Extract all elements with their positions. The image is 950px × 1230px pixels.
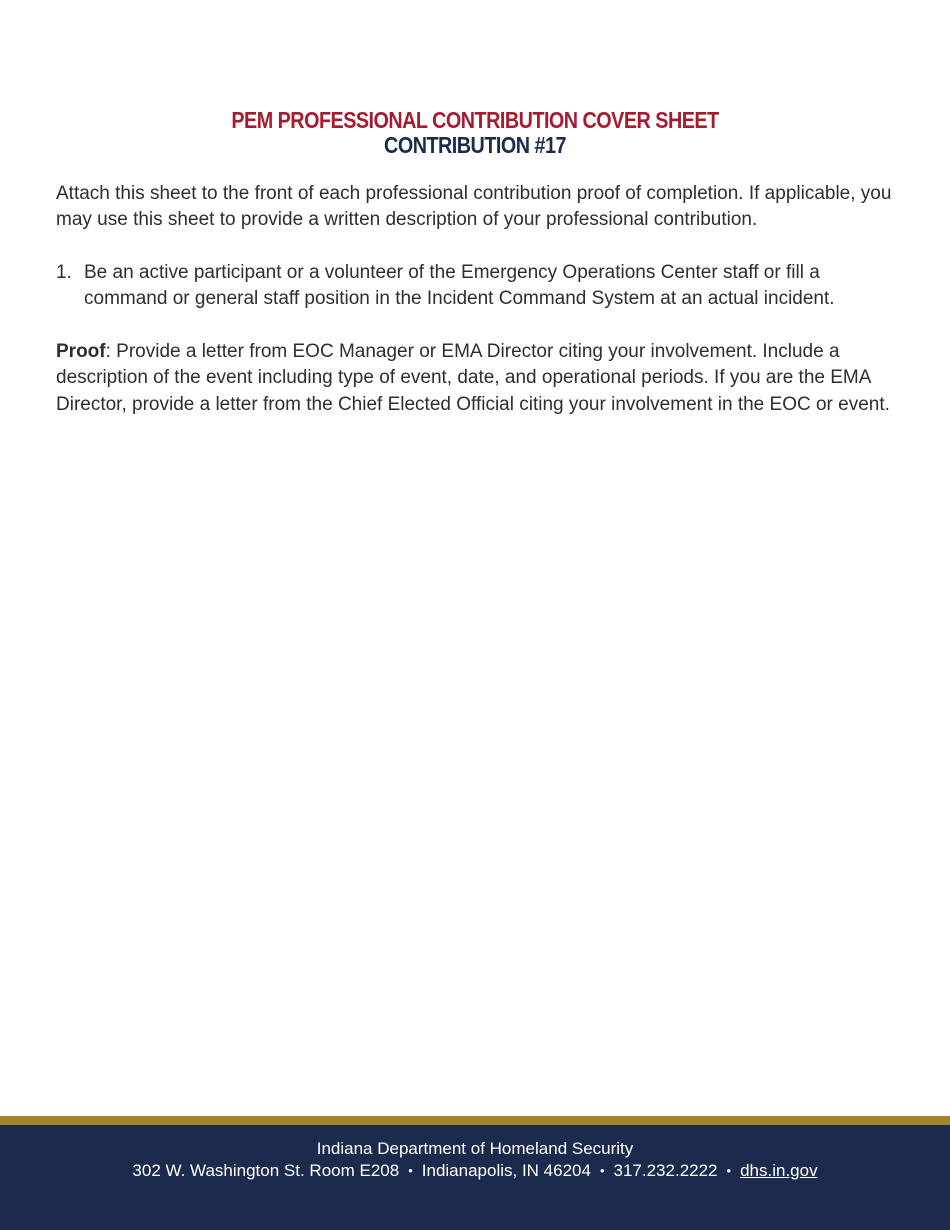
- footer-address: 302 W. Washington St. Room E208: [132, 1161, 400, 1180]
- footer-separator: •: [408, 1163, 413, 1178]
- intro-paragraph: Attach this sheet to the front of each professional contribution proof of completion. If applicable, you may use this sheet to provide a written description of your professional contribution.: [56, 183, 892, 231]
- proof-text: : Provide a letter from EOC Manager or EMA Director citing your involvement. Include a description of the event including type of event, date, and operational periods. If you are the EMA Director, provide a letter from the Chief Elected Official citing your involvement in the EOC or event.: [56, 341, 890, 415]
- footer-organization: Indiana Department of Homeland Security: [316, 1139, 634, 1158]
- footer-contact-line: [0, 1160, 950, 1182]
- proof-paragraph: [56, 339, 896, 418]
- footer-gold-stripe: [0, 1116, 950, 1125]
- requirements-list: [56, 260, 896, 313]
- proof-label: Proof: [56, 341, 106, 363]
- footer-separator: •: [599, 1163, 605, 1178]
- list-item-text: Be an active participant or a volunteer of the Emergency Operations Center staff or fill a command or general staff position in the Incident Command System at an actual incident.: [84, 261, 835, 309]
- footer-separator: •: [726, 1163, 732, 1178]
- footer-city: Indianapolis, IN 46204: [421, 1161, 591, 1180]
- document-body: [56, 181, 896, 418]
- list-item: [56, 260, 896, 313]
- footer: [0, 1125, 950, 1230]
- footer-website-link[interactable]: dhs.in.gov: [740, 1161, 818, 1180]
- page-title: PEM PROFESSIONAL CONTRIBUTION COVER SHEET: [231, 107, 719, 133]
- contribution-number: CONTRIBUTION #17: [384, 132, 566, 158]
- list-item-number: 1.: [56, 261, 72, 283]
- footer-phone: 317.232.2222: [613, 1161, 718, 1180]
- document-header: [0, 108, 950, 158]
